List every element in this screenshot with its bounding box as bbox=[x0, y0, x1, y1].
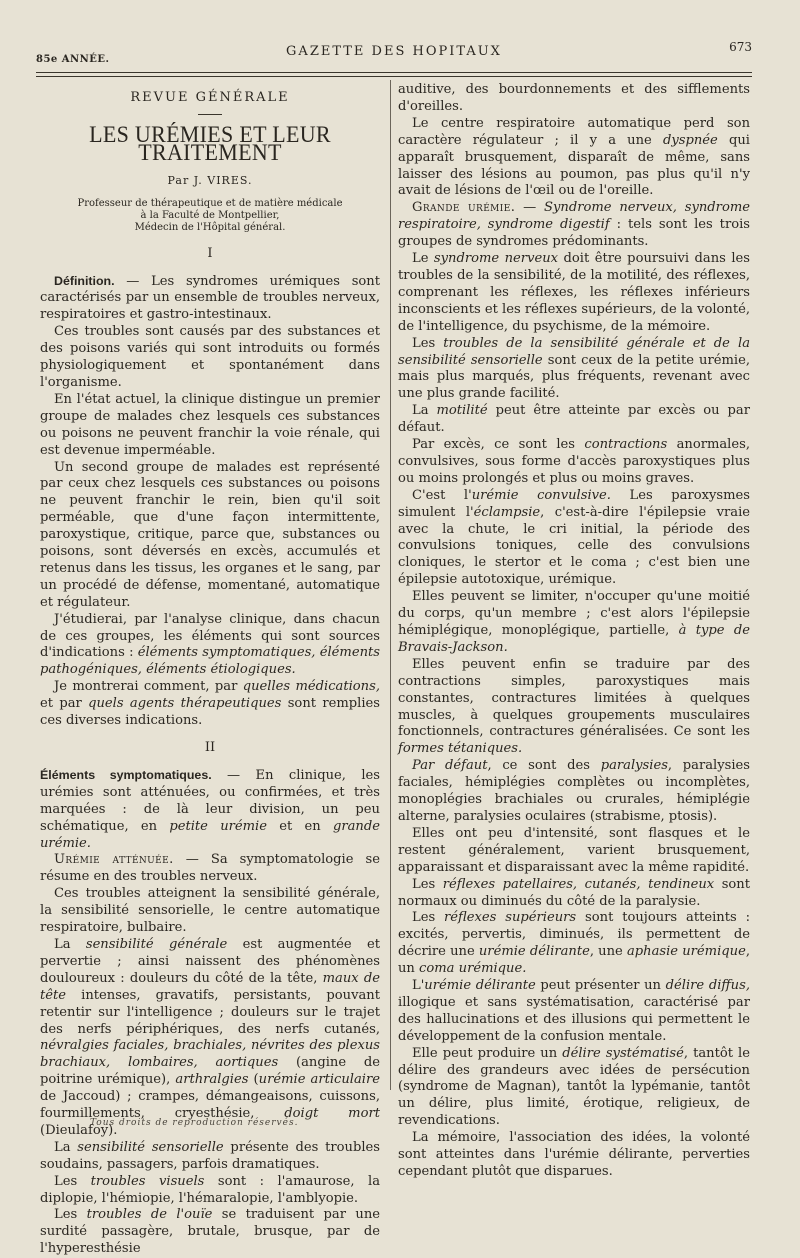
author-affiliation bbox=[40, 198, 380, 234]
paragraph bbox=[398, 336, 750, 404]
paragraph-lead: Éléments symptomatiques. bbox=[40, 767, 212, 782]
text-run: se traduisent par une surdité passagère, brutale, brusque, par de l'hyperesthésie bbox=[40, 1207, 381, 1257]
article-title: LES URÉMIES ET LEUR TRAITEMENT bbox=[89, 120, 331, 165]
paragraph bbox=[398, 251, 750, 336]
section-numeral: I bbox=[207, 245, 213, 261]
text-run: urémie articulaire bbox=[258, 1072, 381, 1088]
text-run: C'est l' bbox=[412, 487, 472, 503]
text-run: doit être poursuivi dans les troubles de la sensibilité, de la motilité, des réflexes, comprenant les réflexes, les réflexes inférieurs inconscients et les réflexes supérieurs, de la volonté, de l'intelligence, du psychisme, de la mémoire. bbox=[398, 251, 750, 334]
text-run: Les bbox=[412, 335, 444, 351]
text-run: urémie convulsive. bbox=[471, 487, 611, 503]
paragraph bbox=[398, 657, 750, 758]
text-run: urémie délirante bbox=[478, 944, 590, 960]
text-run: Les bbox=[54, 1207, 87, 1223]
text-run: (angine de poitrine urémique), bbox=[40, 1055, 380, 1088]
paragraph bbox=[398, 403, 750, 437]
text-run: , ce sont des bbox=[487, 758, 601, 774]
text-run: anormales, convulsives, sous forme d'accès paroxystiques plus ou moins prolongés et plus ou moins graves. bbox=[398, 437, 751, 486]
text-run: Elles peuvent se limiter, n'occuper qu'une moitié du corps, qu'un membre ; c'est alors l'épilepsie hémiplégique, monoplégique, partielle, bbox=[398, 589, 750, 638]
title-rule bbox=[198, 114, 222, 115]
paragraph bbox=[40, 612, 380, 680]
paragraph bbox=[40, 937, 380, 1140]
text-run: Les bbox=[412, 910, 445, 926]
column-separator bbox=[390, 80, 391, 1090]
year-label: 85e ANNÉE. bbox=[36, 54, 110, 65]
text-run: La bbox=[54, 936, 86, 952]
text-run: à type de Bravais-Jackson. bbox=[398, 623, 751, 655]
text-run: La bbox=[412, 403, 437, 419]
text-run: arthralgies bbox=[175, 1072, 249, 1088]
text-run: névralgies faciales, brachiales, névrites des plexus brachiaux, lombaires, aortiques bbox=[40, 1038, 380, 1071]
text-run: est augmentée et pervertie ; ainsi naissent des phénomènes douloureux : douleurs du côté de la tête, bbox=[40, 936, 380, 986]
text-run: — Sa symptomatologie se résume en des troubles nerveux. bbox=[40, 852, 381, 885]
text-run: troubles visuels bbox=[90, 1173, 205, 1189]
copyright-footer: Tous droits de reproduction réservés. bbox=[90, 1118, 299, 1128]
section-title: REVUE GÉNÉRALE bbox=[130, 90, 290, 105]
text-run: sont normaux ou diminués du côté de la paralysie. bbox=[398, 876, 751, 909]
text-run: illogique et sans systématisation, caractérisé par des hallucinations et des illusions qui permettent le développement de la confusion mentale. bbox=[398, 994, 750, 1044]
paragraph bbox=[398, 116, 750, 201]
text-run: éléments symptomatiques, éléments pathogéniques, éléments étiologiques. bbox=[40, 645, 380, 678]
text-run: sont ceux de la petite urémie, mais plus marqués, plus fréquents, revenant avec une plus grande facilité. bbox=[398, 352, 751, 402]
paragraph bbox=[40, 273, 380, 325]
paragraph bbox=[40, 679, 380, 730]
paragraph: Elles ont peu d'intensité, sont flasques et le restent généralement, varient brusquement, apparaissant et disparaissant avec la même rapidité. bbox=[398, 825, 750, 875]
text-run: grande urémie. bbox=[40, 818, 380, 851]
text-run: ( bbox=[248, 1072, 259, 1088]
text-run: La bbox=[54, 1139, 78, 1155]
text-run: délire systématisé bbox=[562, 1045, 684, 1061]
paragraph bbox=[398, 877, 750, 911]
text-run: — En clinique, les urémies sont atténuées, ou confirmées, et très marquées : de là leur division, un peu schématique, en bbox=[40, 767, 381, 834]
left-column bbox=[40, 82, 380, 1258]
text-run: Les paroxysmes simulent l' bbox=[398, 487, 750, 520]
text-run: troubles de la sensibilité générale et de la sensibilité sensorielle bbox=[398, 335, 750, 368]
text-run: — Les syndromes urémiques sont caractérisés par un ensemble de troubles nerveux, respiratoires et gastro-intestinaux. bbox=[40, 273, 380, 323]
text-run: urémie délirante bbox=[424, 978, 536, 994]
paragraph: Un second groupe de malades est représenté par ceux chez lesquels ces substances ou poisons ne peuvent franchir le rein, bien qu'il soit perméable, que d'une façon intermittente, paroxystique, critique, parce que, substances ou poisons, sont déversés en excès, accumulés et retenus dans les tissus, les organes et le sang, par un procédé de défense, momentané, automatique et régulateur. bbox=[40, 459, 380, 610]
section-numeral: II bbox=[204, 740, 216, 755]
text-run: , paralysies faciales, hémiplégies complètes ou incomplètes, monoplégies brachiales ou crurales, hémiplégie alterne, paralysies oculaires (strabisme, ptosis). bbox=[398, 758, 751, 824]
paragraph bbox=[40, 1174, 380, 1208]
text-run: réflexes patellaires, cutanés, tendineux bbox=[442, 876, 715, 892]
text-run: et par bbox=[40, 696, 89, 712]
text-run: : tels sont les trois groupes de syndromes prédominants. bbox=[398, 217, 750, 250]
text-run: peut être atteinte par excès ou par défaut. bbox=[398, 403, 750, 436]
text-run: J'étudierai, par l'analyse clinique, dans chacun de ces groupes, les éléments qui sont sources d'indications : bbox=[40, 611, 380, 661]
text-run: dyspnée bbox=[662, 132, 718, 148]
text-run: paralysies bbox=[600, 758, 668, 774]
text-run: Elle peut produire un bbox=[412, 1045, 563, 1061]
text-run: coma urémique. bbox=[419, 961, 527, 977]
paragraph bbox=[398, 589, 750, 657]
text-run: délire diffus, bbox=[665, 978, 750, 994]
paragraph: Ces troubles atteignent la sensibilité générale, la sensibilité sensorielle, le centre automatique respiratoire, bulbaire. bbox=[40, 886, 380, 936]
text-run: sont : l'amaurose, la diplopie, l'hémiopie, l'hémaralopie, l'amblyopie. bbox=[40, 1173, 381, 1206]
text-run: — bbox=[515, 200, 545, 216]
text-run: Les bbox=[54, 1173, 91, 1189]
header-rule bbox=[36, 72, 752, 73]
text-run: , un bbox=[398, 944, 750, 977]
text-run: , tantôt le délire des grandeurs avec idées de persécution (syndrome de Magnan), tantôt la lypémanie, tantôt un délire, plus limité, érotique, religieux, de revendications. bbox=[398, 1045, 750, 1129]
paragraph: auditive, des bourdonnements et des sifflements d'oreilles. bbox=[398, 82, 750, 114]
text-run: sont toujours atteints : excités, pervertis, diminués, ils permettent de décrire une bbox=[398, 910, 750, 960]
affiliation-line: à la Faculté de Montpellier, bbox=[140, 209, 280, 221]
text-run: sensibilité générale bbox=[85, 936, 228, 952]
affiliation-line: Professeur de thérapeutique et de matière médicale bbox=[77, 197, 343, 209]
text-run: motilité bbox=[436, 403, 488, 419]
text-run: sensibilité sensorielle bbox=[77, 1139, 224, 1155]
text-run: qui apparaît brusquement, disparaît de même, sans laisser des lésions au poumon, pas plus qu'il n'y avait de lésions de l'œil ou de l'oreille. bbox=[398, 132, 750, 199]
paragraph-lead: Urémie atténuée. bbox=[54, 852, 174, 868]
text-run: quelles médications, bbox=[242, 679, 380, 695]
header-rule-double bbox=[36, 76, 752, 77]
text-run: Les bbox=[412, 876, 443, 892]
text-run: Le bbox=[412, 251, 434, 267]
paragraph bbox=[40, 767, 380, 853]
text-run: Syndrome nerveux, syndrome respiratoire, syndrome digestif bbox=[398, 200, 750, 233]
text-run: éclampsie bbox=[473, 504, 541, 520]
text-run: L' bbox=[412, 978, 425, 994]
page-header bbox=[36, 40, 752, 68]
text-run: Je montrerai comment, par bbox=[54, 679, 243, 695]
paragraph: Ces troubles sont causés par des substances et des poisons variés qui sont introduits ou formés physiologiquement et spontanément dans l'organisme. bbox=[40, 324, 380, 390]
text-run: Elles peuvent enfin se traduire par des contractions simples, paroxystiques mais constantes, contractures limitées à quelques muscles, à quelques groupements musculaires fonctionnels, contractures généralisées. Ce sont les bbox=[398, 656, 750, 740]
text-run: contractions bbox=[584, 437, 668, 453]
text-run: syndrome nerveux bbox=[433, 251, 559, 267]
journal-title: GAZETTE DES HOPITAUX bbox=[286, 44, 502, 59]
text-run: présente des troubles soudains, passagers, parfois dramatiques. bbox=[40, 1139, 381, 1172]
paragraph bbox=[398, 978, 750, 1046]
paragraph bbox=[398, 488, 750, 589]
paragraph bbox=[398, 1046, 750, 1131]
text-run: Le centre respiratoire automatique perd son caractère régulateur ; il y a une bbox=[398, 115, 750, 148]
text-run: sont remplies ces diverses indications. bbox=[40, 696, 380, 729]
text-run: intenses, gravatifs, persistants, pouvant retentir sur l'intelligence ; douleurs sur le trajet des nerfs périphériques, des nerfs cutanés, bbox=[40, 987, 380, 1037]
text-run: doigt mort bbox=[284, 1106, 380, 1122]
text-run: et en bbox=[267, 818, 333, 834]
paragraph-lead: Définition. bbox=[54, 273, 115, 288]
paragraph: La mémoire, l'association des idées, la volonté sont atteintes dans l'urémie délirante, perverties cependant plutôt que disparues. bbox=[398, 1130, 750, 1179]
paragraph bbox=[40, 1207, 380, 1258]
text-run: petite urémie bbox=[169, 818, 267, 834]
text-run: de Jaccoud) ; crampes, démangeaisons, cuissons, fourmillements, cryesthésie, bbox=[40, 1089, 380, 1122]
right-column bbox=[398, 82, 750, 1181]
affiliation-line: Médecin de l'Hôpital général. bbox=[134, 221, 286, 233]
text-run: (Dieulafoy). bbox=[40, 1122, 118, 1138]
text-run: réflexes supérieurs bbox=[444, 910, 577, 926]
text-run: formes tétaniques. bbox=[398, 741, 523, 757]
text-run: , c'est-à-dire l'épilepsie vraie avec la chute, le cri initial, la période des convulsions toniques, celle des convulsions cloniques, le stertor et le coma ; c'est bien une épilepsie autotoxique, urémique. bbox=[398, 504, 750, 588]
text-run: Par excès, ce sont les bbox=[412, 437, 585, 453]
paragraph bbox=[398, 758, 750, 826]
paragraph bbox=[398, 910, 750, 978]
text-run: quels agents thérapeutiques bbox=[88, 696, 282, 712]
paragraph: En l'état actuel, la clinique distingue un premier groupe de malades chez lesquels ces substances ou poisons ne peuvent franchir la voie rénale, qui est devenue imperméable. bbox=[40, 391, 380, 458]
text-run: troubles de l'ouïe bbox=[86, 1207, 213, 1223]
author-line: Par J. VIRES. bbox=[167, 173, 253, 187]
text-run: Par défaut bbox=[412, 758, 488, 774]
text-run: , une bbox=[589, 944, 627, 960]
page-number: 673 bbox=[729, 40, 752, 54]
paragraph bbox=[398, 437, 750, 488]
text-run: maux de tête bbox=[40, 970, 380, 1003]
text-run: aphasie urémique bbox=[626, 944, 746, 960]
text-run: peut présenter un bbox=[535, 978, 666, 994]
paragraph bbox=[40, 852, 380, 886]
paragraph-lead: Grande urémie. bbox=[412, 200, 516, 216]
paragraph bbox=[398, 200, 750, 251]
